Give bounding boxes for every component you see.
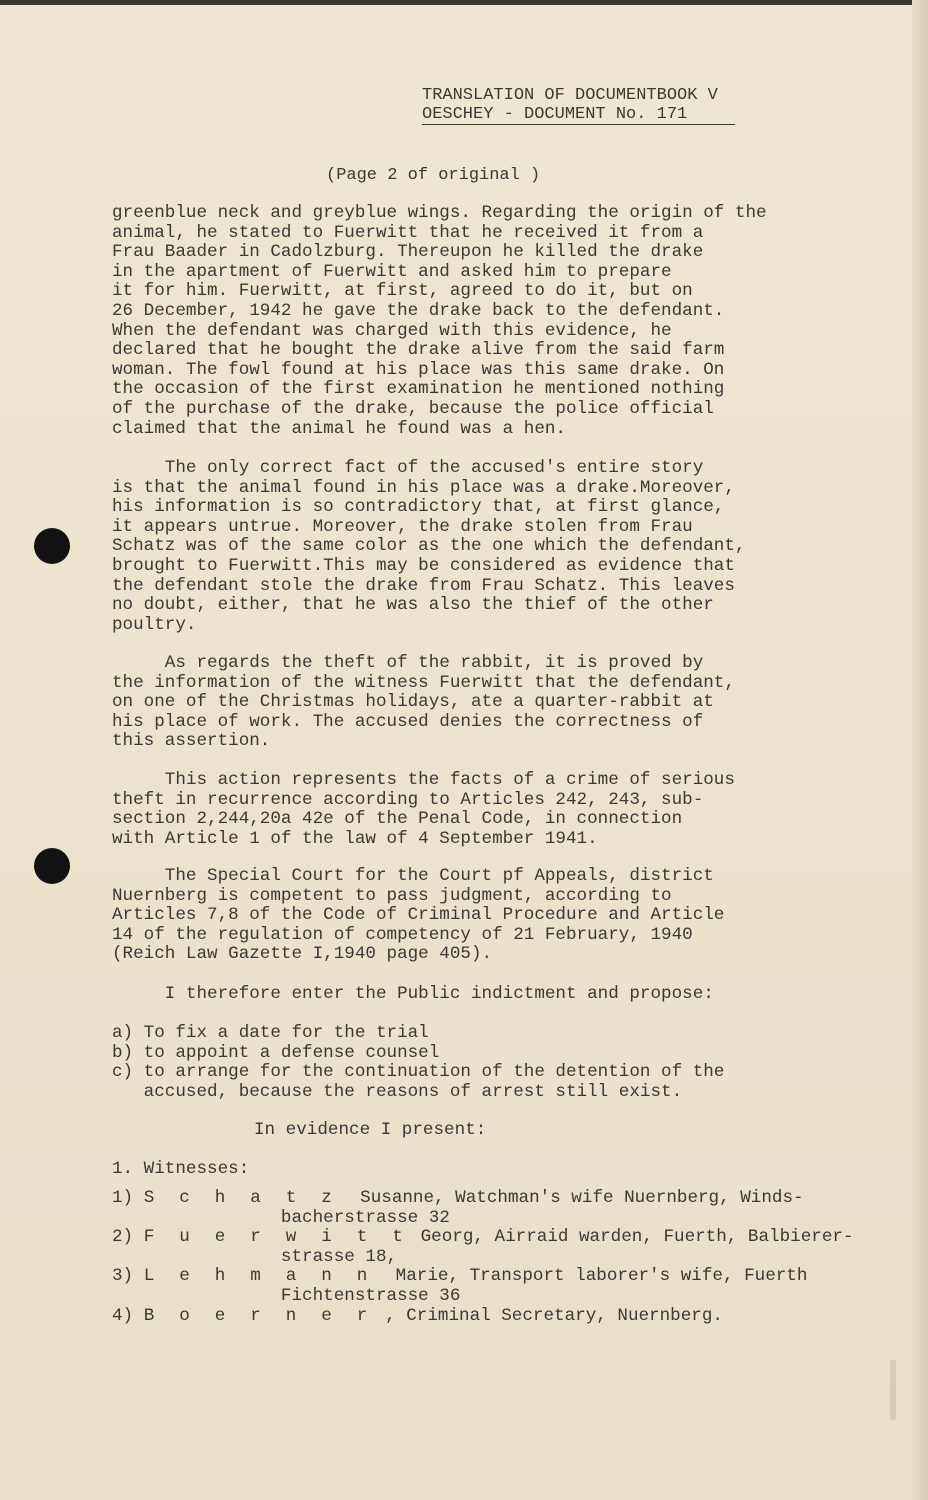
witness-number: 3) [112, 1266, 144, 1287]
witness-name: B o e r n e r [143, 1305, 375, 1326]
paragraph-special-court: The Special Court for the Court pf Appeals, district Nuernberg is competent to pass judgment, according to Articles 7,8 of the Code of Criminal Procedure and Article 14 of the regulation of competency of 21 February, 1940 (Reich Law Gazette I,1940 page 405). [112, 866, 725, 965]
witness-number: 2) [112, 1227, 144, 1248]
witnesses-heading: 1. Witnesses: [112, 1159, 250, 1179]
witness-number: 1) [112, 1188, 144, 1208]
witness-name: S c h a t z [143, 1188, 340, 1208]
paragraph-drake-origin: greenblue neck and greyblue wings. Regarding the origin of the animal, he stated to Fuerwitt that he received it from a Frau Baader in Cadolzburg. Thereupon he killed the drake in the apartment of Fuerwitt and asked him to prepare it for him. Fuerwitt, at first, agreed to do it, but on 26 December, 1942 he gave the drake back to the defendant. When the defendant was charged with this evidence, he declared that he bought the drake alive from the said farm woman. The fowl found at his place was this same drake. On the occasion of the first examination he mentioned nothing of the purchase of the drake, because the police official claimed that the animal he found was a hen. [112, 203, 767, 439]
document-header [422, 86, 735, 125]
witness-list [112, 1189, 854, 1326]
witness-name: F u e r w i t t [143, 1227, 411, 1248]
proposal-list: a) To fix a date for the trial b) to appoint a defense counsel c) to arrange for the continuation of the detention of the accused, because the reasons of arrest still exist. [112, 1023, 725, 1102]
witness-number: 4) [112, 1305, 144, 1326]
witness-details: Marie, Transport laborer's wife, Fuerth Fichtenstrasse 36 [280, 1266, 808, 1306]
evidence-intro: In evidence I present: [254, 1120, 487, 1140]
paragraph-legal-articles: This action represents the facts of a crime of serious theft in recurrence according to Articles 242, 243, sub- section 2,244,20a 42e of the Penal Code, in connection with Article 1 of the law of 4 September 1941. [112, 770, 735, 849]
paragraph-correct-fact: The only correct fact of the accused's entire story is that the animal found in his place was a drake.Moreover, his information is so contradictory that, at first glance, it appears untrue. Moreover, the drake stolen from Frau Schatz was of the same color as the one which the defendant, brought to Fuerwitt.This may be considered as evidence that the defendant stole the drake from Frau Schatz. This leaves no doubt, either, that he was also the thief of the other poultry. [112, 458, 746, 635]
scan-top-edge [0, 0, 928, 5]
witness-details: Georg, Airraid warden, Fuerth, Balbierer- strasse 18, [280, 1227, 854, 1267]
witness-details: Susanne, Watchman's wife Nuernberg, Winds- bacherstrasse 32 [280, 1188, 804, 1228]
punch-hole [34, 848, 70, 884]
paragraph-indictment: I therefore enter the Public indictment and propose: [112, 984, 714, 1004]
witness-details: , Criminal Secretary, Nuernberg. [374, 1305, 723, 1326]
punch-hole [34, 528, 70, 564]
header-line-1: TRANSLATION OF DOCUMENTBOOK V [422, 86, 718, 105]
paragraph-rabbit-theft: As regards the theft of the rabbit, it is proved by the information of the witness Fuerwitt that the defendant, on one of the Christmas holidays, ate a quarter-rabbit at his place of work. The accused denies the correctness of this assertion. [112, 653, 735, 752]
paper-right-edge [912, 0, 928, 1500]
paper-stain [890, 1360, 896, 1420]
page-reference: (Page 2 of original ) [326, 166, 541, 185]
witness-name: L e h m a n n [143, 1266, 375, 1287]
header-line-2: OESCHEY - DOCUMENT No. 171 [422, 105, 735, 125]
